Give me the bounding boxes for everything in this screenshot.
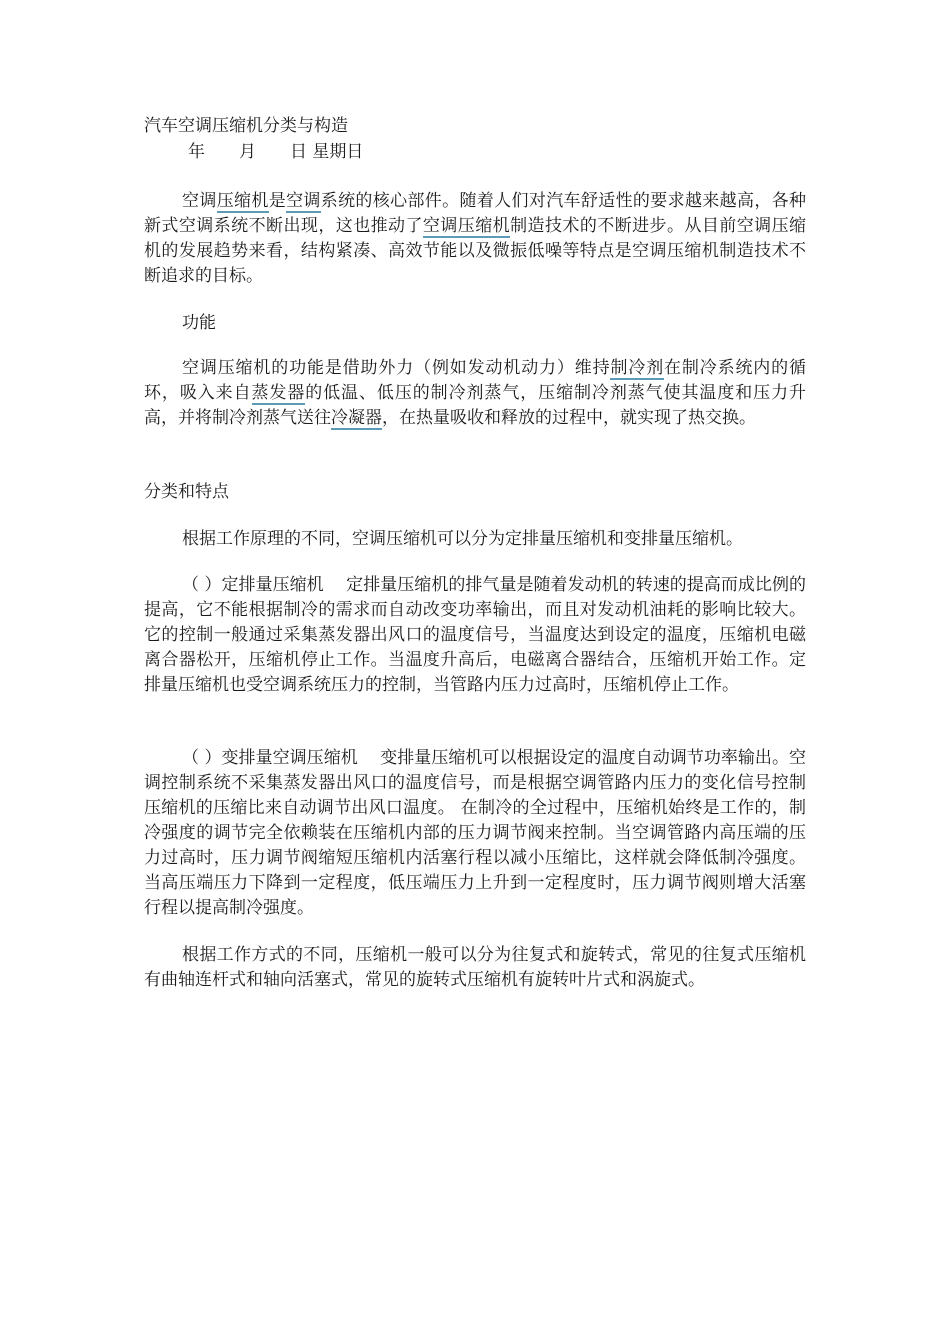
- document-title: 汽车空调压缩机分类与构造: [144, 116, 348, 136]
- link-compressor[interactable]: 压缩机: [216, 191, 269, 211]
- heading-function: 功能: [182, 313, 216, 333]
- variable-displacement-paragraph: （ ）变排量空调压缩机 变排量压缩机可以根据设定的温度自动调节功率输出。空调控制系统不采集蒸发器出风口的温度信号，而是根据空调管路内压力的变化信号控制压缩机的压缩比来自动调节出风口温度。 在制冷的全过程中，压缩机始终是工作的，制冷强度的调节完全依赖装在压缩机内部的压力调节阀来控制。当空调管路内高压端的压力过高时，压力调节阀缩短压缩机内活塞行程以减小压缩比，这样就会降低制冷强度。当高压端压力下降到一定程度，低压端压力上升到一定程度时，压力调节阀则增大活塞行程以提高制冷强度。: [144, 748, 806, 918]
- link-ac-compressor[interactable]: 空调压缩机: [422, 216, 511, 236]
- working-mode-paragraph: 根据工作方式的不同，压缩机一般可以分为往复式和旋转式，常见的往复式压缩机有曲轴连杆式和轴向活塞式，常见的旋转式压缩机有旋转叶片式和涡旋式。: [144, 945, 806, 990]
- heading-types: 分类和特点: [144, 482, 229, 502]
- link-condenser[interactable]: 冷凝器: [331, 408, 382, 428]
- fixed-displacement-paragraph: （ ）定排量压缩机 定排量压缩机的排气量是随着发动机的转速的提高而成比例的提高，它不能根据制冷的需求而自动改变功率输出，而且对发动机油耗的影响比较大。它的控制一般通过采集蒸发器出风口的温度信号，当温度达到设定的温度，压缩机电磁离合器松开，压缩机停止工作。当温度升高后，电磁离合器结合，压缩机开始工作。定排量压缩机也受空调系统压力的控制，当管路内压力过高时，压缩机停止工作。: [144, 575, 806, 695]
- types-intro-paragraph: 根据工作原理的不同，空调压缩机可以分为定排量压缩机和变排量压缩机。: [182, 529, 743, 549]
- link-refrigerant[interactable]: 制冷剂: [610, 358, 665, 378]
- link-evaporator[interactable]: 蒸发器: [251, 383, 306, 403]
- date-line: 年 月 日 星期日: [188, 142, 364, 162]
- function-paragraph: 空调压缩机的功能是借助外力（例如发动机动力）维持制冷剂在制冷系统内的循环，吸入来自蒸发器的低温、低压的制冷剂蒸气，压缩制冷剂蒸气使其温度和压力升高，并将制冷剂蒸气送往冷凝器，在热量吸收和释放的过程中，就实现了热交换。: [144, 358, 807, 428]
- intro-paragraph: 空调压缩机是空调系统的核心部件。随着人们对汽车舒适性的要求越来越高，各种新式空调系统不断出现，这也推动了空调压缩机制造技术的不断进步。从目前空调压缩机的发展趋势来看，结构紧凑、高效节能以及微振低噪等特点是空调压缩机制造技术不断追求的目标。: [144, 191, 807, 286]
- link-air-conditioning[interactable]: 空调: [286, 191, 321, 211]
